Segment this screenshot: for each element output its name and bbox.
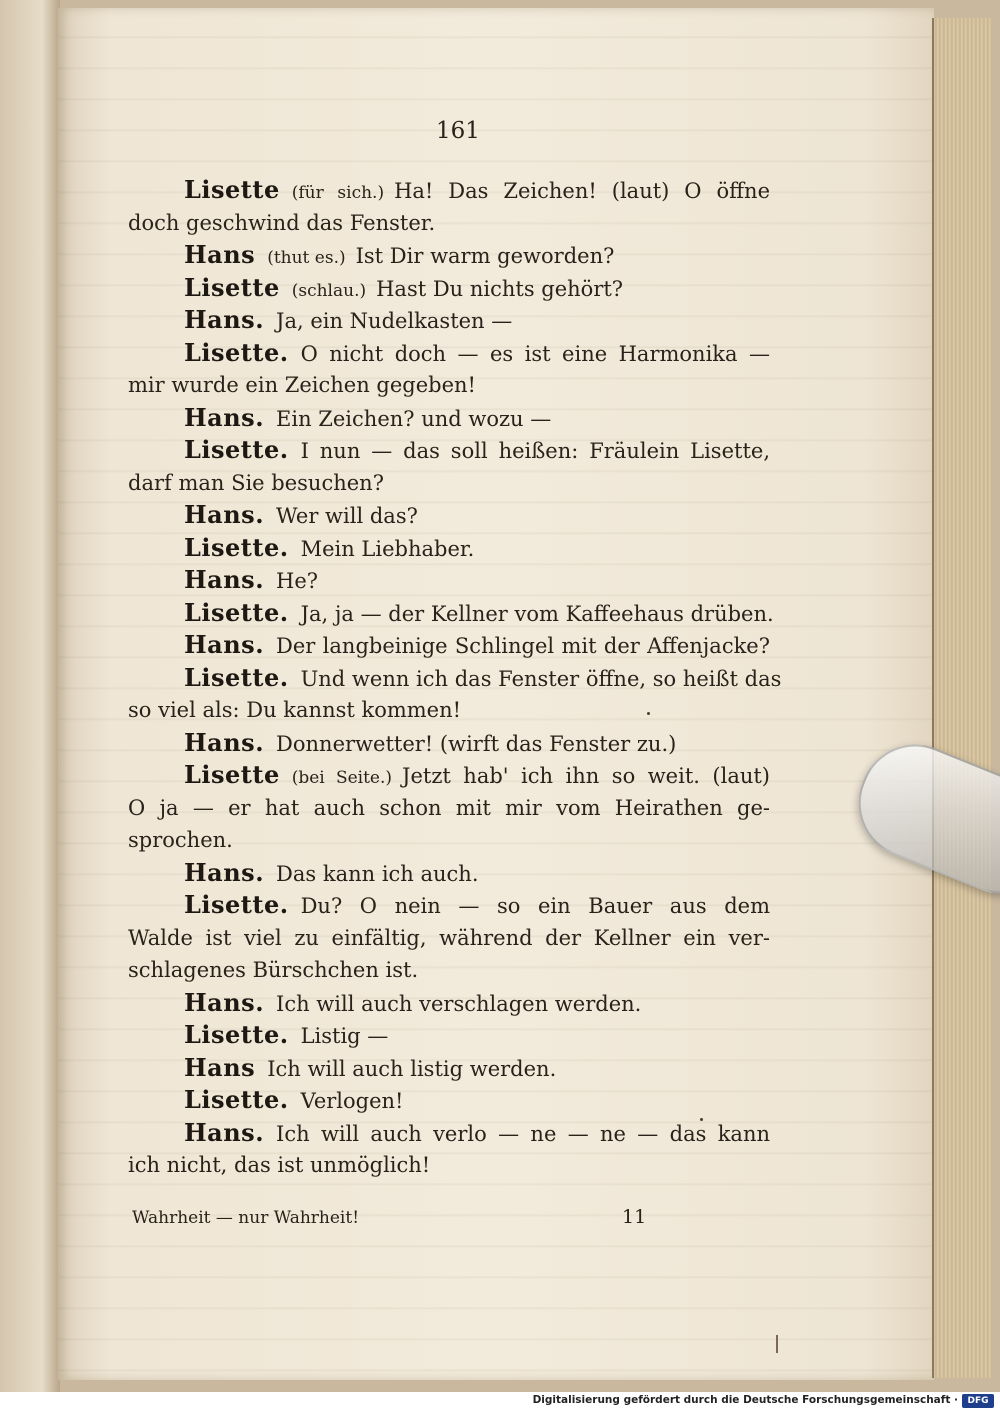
line-text: Ein Zeichen? und wozu — [276,406,552,431]
ink-speck [647,712,650,715]
speaker-name: Lisette. [184,662,289,692]
dialogue-line [128,629,770,662]
funding-credit: Digitalisierung gefördert durch die Deutsche Forschungsgemeinschaft · [532,1394,958,1406]
dialogue-line [128,239,770,272]
page-block-edges [932,18,992,1378]
speaker-name: Hans [184,240,256,269]
line-text: Ich will auch listig werden. [267,1056,557,1081]
line-text: schlagenes Bürschchen ist. [128,958,419,982]
dialogue-line [128,694,770,727]
stage-direction: (schlau.) [291,280,367,301]
dialogue-line [128,207,770,240]
speaker-name: Lisette [184,272,280,302]
speaker-name: Hans. [184,630,265,659]
dialogue-line [128,499,770,532]
line-text: Jetzt hab' ich ihn so weit. (laut) [402,764,771,788]
dialogue-line [128,824,770,857]
dialogue-line [128,434,770,467]
line-text: doch geschwind das Fenster. [128,210,436,235]
speaker-name: Hans. [184,1117,265,1147]
play-text-block [128,174,782,1182]
line-text: Listig — [300,1024,389,1048]
dfg-logo-icon: DFG [962,1394,994,1408]
speaker-name: Hans. [184,857,265,887]
dialogue-line [128,954,770,987]
stage-direction: (bei Seite.) [291,768,393,788]
line-text: O ja — er hat auch schon mit mir vom Heirathen ge- [128,795,770,820]
signature-mark: 11 [622,1206,647,1228]
dialogue-line [128,337,770,370]
speaker-name: Lisette. [184,337,289,367]
dialogue-line [128,1117,770,1150]
speaker-name: Lisette. [184,890,289,919]
speaker-name: Lisette. [184,1085,289,1114]
line-text: He? [276,569,319,593]
dialogue-line [128,987,770,1020]
dialogue-line [128,467,770,500]
line-text: Ha! Das Zeichen! (laut) O öffne [394,179,770,203]
line-text: Ist Dir warm geworden? [355,244,615,268]
speaker-name: Hans. [184,727,265,757]
dialogue-line [128,662,782,695]
line-text: Der langbeinige Schlingel mit der Affenjacke? [276,634,770,658]
speaker-name: Lisette. [184,532,289,562]
speaker-name: Hans. [184,565,265,594]
line-text: Ja, ja — der Kellner vom Kaffeehaus drüben. [300,601,774,626]
dialogue-line [128,304,770,337]
speaker-name: Hans. [184,305,265,334]
dialogue-line [128,564,770,597]
dialogue-line [128,922,770,955]
pencil-mark [776,1335,778,1353]
line-text: Ich will auch verlo — ne — ne — das kann [276,1121,770,1146]
credit-bar [0,1392,1000,1411]
line-text: Mein Liebhaber. [300,536,475,561]
dialogue-line [128,174,770,207]
speaker-name: Hans. [184,987,265,1017]
line-text: Walde ist viel zu einfältig, während der Kellner ein ver- [128,925,770,950]
speaker-name: Lisette [184,760,280,789]
dialogue-line [128,402,770,435]
speaker-name: Hans. [184,500,265,529]
line-text: so viel als: Du kannst kommen! [128,698,462,722]
stage-direction: (thut es.) [267,248,346,268]
dialogue-line [128,1084,770,1117]
dialogue-line [128,792,770,825]
speaker-name: Hans [184,1052,256,1082]
line-text: O nicht doch — es ist eine Harmonika — [300,341,770,366]
line-text: Hast Du nichts gehört? [376,276,624,301]
speaker-name: Lisette. [184,435,289,464]
dialogue-line [128,889,770,922]
line-text: Wer will das? [276,504,418,528]
line-text: Ja, ein Nudelkasten — [276,309,513,333]
speaker-name: Lisette [184,175,280,204]
line-text: mir wurde ein Zeichen gegeben! [128,373,476,397]
line-text: Das kann ich auch. [276,861,479,886]
dialogue-line [128,1019,770,1052]
dialogue-line [128,727,770,760]
stage-direction: (für sich.) [291,183,385,203]
ink-speck [700,1118,703,1121]
line-text: darf man Sie besuchen? [128,470,384,495]
line-text: Und wenn ich das Fenster öffne, so heißt das [300,666,782,691]
dialogue-line [128,272,770,305]
dialogue-line [128,1149,770,1182]
dialogue-line [128,759,770,792]
line-text: sprochen. [128,828,233,852]
page-number: 161 [436,118,480,144]
speaker-name: Lisette. [184,1020,289,1049]
line-text: ich nicht, das ist unmöglich! [128,1153,431,1177]
dialogue-line [128,1052,770,1085]
previous-page-edge [0,0,60,1392]
line-text: Ich will auch verschlagen werden. [276,991,642,1016]
line-text: Du? O nein — so ein Bauer aus dem [300,894,770,918]
dialogue-line [128,532,770,565]
dialogue-line [128,369,770,402]
speaker-name: Lisette. [184,597,289,627]
running-footer: Wahrheit — nur Wahrheit! [132,1208,360,1228]
line-text: I nun — das soll heißen: Fräulein Lisette, [300,439,770,463]
line-text: Donnerwetter! (wirft das Fenster zu.) [276,731,677,756]
speaker-name: Hans. [184,402,265,432]
line-text: Verlogen! [300,1089,404,1113]
dialogue-line [128,857,770,890]
dialogue-line [128,597,774,630]
